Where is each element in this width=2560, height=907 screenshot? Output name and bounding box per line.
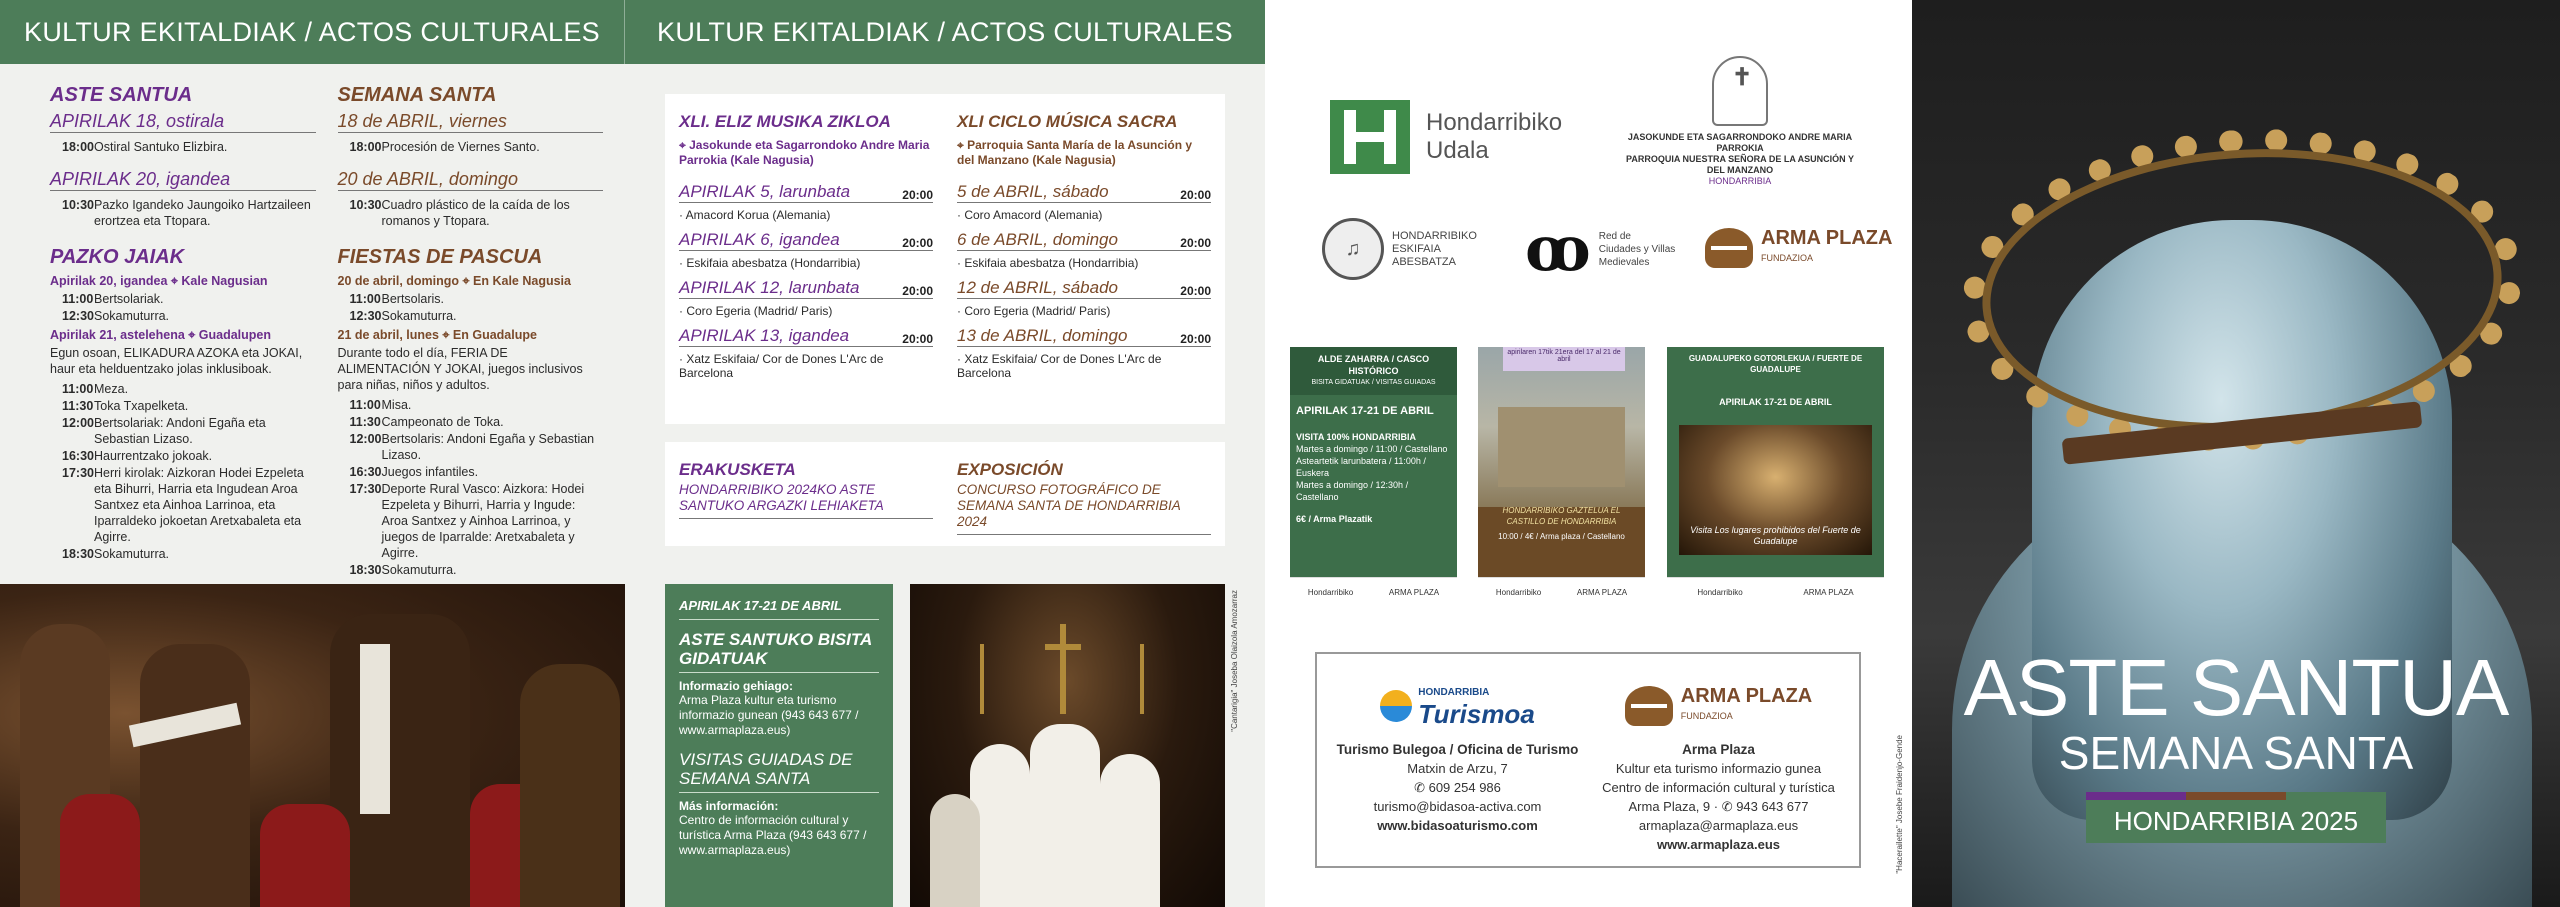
event-time: 10:30 <box>349 198 382 212</box>
section-title: PAZKO JAIAK <box>50 246 185 268</box>
event-note: Egun osoan, ELIKADURA AZOKA eta JOKAI, haur eta helduentzako jolas inklusiboak. <box>50 346 303 376</box>
event-date: APIRILAK 18, ostirala <box>50 110 316 133</box>
column-spanish <box>338 78 604 584</box>
arma-plaza-logo: ARMA PLAZA FUNDAZIOA <box>1705 228 1892 268</box>
tourism-website: www.bidasoaturismo.com <box>1377 818 1538 833</box>
more-info-text-spanish: Centro de información cultural y turística Arma Plaza (943 643 677 / www.armaplaza.eus) <box>679 813 867 857</box>
event-description: Bertsolaris: Andoni Egaña y Sebastian Lizaso. <box>381 432 595 462</box>
concert-date: 5 de ABRIL, sábado <box>957 182 1109 201</box>
music-cycle-title: XLI. ELIZ MUSIKA ZIKLOA <box>679 112 891 131</box>
column-basque <box>50 78 316 584</box>
section-title: FIESTAS DE PASCUA <box>337 246 543 268</box>
section-title: ASTE SANTUA <box>50 84 193 106</box>
poster-footer-logos: Hondarribiko ARMA PLAZA <box>1667 577 1884 607</box>
concert-performer: · Xatz Eskifaia/ Cor de Dones L'Arc de Barcelona <box>957 352 1162 380</box>
concert-time: 20:00 <box>902 284 933 298</box>
concert-time: 20:00 <box>1180 188 1211 202</box>
council-name-line2: Udala <box>1426 137 1489 164</box>
arma-plaza-website: www.armaplaza.eus <box>1656 837 1781 852</box>
event-time: 11:00 <box>62 382 94 396</box>
event-row <box>338 397 604 413</box>
concert-time: 20:00 <box>902 332 933 346</box>
turismoa-logo: HONDARRIBIA Turismoa <box>1327 676 1588 736</box>
event-description: Campeonato de Toka. <box>381 415 504 429</box>
event-description: Bertsolariak. <box>94 292 164 306</box>
more-info-label-spanish: Más información: <box>679 799 779 813</box>
cover-subtitle: SEMANA SANTA <box>2058 727 2414 779</box>
event-row <box>50 308 316 324</box>
concert-row <box>679 230 933 251</box>
event-row <box>338 291 604 307</box>
event-location: Apirilak 21, astelehena ⌖ Guadalupen <box>50 328 272 342</box>
event-description: Procesión de Viernes Santo. <box>381 140 540 154</box>
event-time: 11:00 <box>62 292 94 306</box>
cover-photo-credit: "Hacerailette" Josebe Fraidenjo-Gende <box>1895 735 1904 874</box>
event-time: 11:30 <box>349 415 381 429</box>
tourism-office-info: HONDARRIBIA Turismoa Turismo Bulegoa / Oficina de Turismo Matxin de Arzu, 7 ✆ 609 254 986 turismo@bidasoa-activa.com www.bidasoaturismo.com <box>1327 676 1588 866</box>
arma-plaza-email: armaplaza@armaplaza.eus <box>1638 818 1799 833</box>
concert-performer: · Amacord Korua (Alemania) <box>679 208 831 222</box>
panel-header: KULTUR EKITALDIAK / ACTOS CULTURALES <box>0 0 625 64</box>
concert-row <box>957 230 1211 251</box>
hondarribia-council-logo <box>1330 100 1562 174</box>
poster-footer-logos: Hondarribiko ARMA PLAZA <box>1478 577 1645 607</box>
concert-date: APIRILAK 5, larunbata <box>679 182 851 201</box>
event-time: 11:30 <box>62 399 94 413</box>
music-cycle-card <box>665 94 1225 424</box>
procession-photo-center <box>910 584 1225 907</box>
medieval-cities-logo: ꝏ Red de Ciudades y Villas Medievales <box>1525 212 1676 285</box>
event-time: 12:00 <box>62 416 94 430</box>
event-location: 20 de abril, domingo ⌖ En Kale Nagusia <box>337 274 571 288</box>
event-description: Ostiral Santuko Elizbira. <box>94 140 228 154</box>
event-description: Sokamuturra. <box>381 563 457 577</box>
concert-row <box>679 182 933 203</box>
event-description: Juegos infantiles. <box>381 465 479 479</box>
event-time: 11:00 <box>349 398 381 412</box>
event-time: 17:30 <box>62 466 94 480</box>
event-row <box>50 415 316 447</box>
event-time: 12:30 <box>62 309 94 323</box>
event-row <box>50 381 316 397</box>
event-row <box>338 464 604 480</box>
stripe-segment <box>2286 792 2386 800</box>
event-description: Herri kirolak: Aizkoran Hodei Ezpeleta eta Bihurri, Harria eta Ingudean Aroa Santxez eta Ainhoa Larrinoa, eta Iparraldeko jokoetan Aretxabaleta eta Agirre. <box>94 466 304 544</box>
exhibition-subtitle-basque: HONDARRIBIKO 2024KO ASTE SANTUKO ARGAZKI LEHIAKETA <box>679 482 933 519</box>
procession-photo-left <box>0 584 625 907</box>
event-row <box>338 562 604 578</box>
event-time: 11:00 <box>349 292 381 306</box>
concert-time: 20:00 <box>1180 332 1211 346</box>
virgin-figure-icon <box>1712 56 1768 126</box>
event-description: Bertsolaris. <box>381 292 445 306</box>
cover-panel <box>1912 0 2560 907</box>
music-column-spanish <box>957 112 1211 424</box>
concert-row <box>679 326 933 347</box>
cover-title: ASTE SANTUA <box>1963 643 2509 732</box>
concert-time: 20:00 <box>902 236 933 250</box>
event-description: Toka Txapelketa. <box>94 399 189 413</box>
stripe-segment <box>2086 792 2186 800</box>
event-row <box>338 414 604 430</box>
event-row <box>50 139 316 155</box>
concert-date: 6 de ABRIL, domingo <box>957 230 1118 249</box>
arma-plaza-mark-icon <box>1705 228 1753 268</box>
concert-row <box>679 278 933 299</box>
poster-old-town-visit: ALDE ZAHARRA / CASCO HISTÓRICO BISITA GIDATUAK / VISITAS GUIADAS APIRILAK 17-21 DE ABRIL VISITA 100% HONDARRIBIA Martes a domingo / 11:00 / Castellano Asteartetik larunbatera / 11:00h / Euskera Martes a domingo / 12:30h / Castellano 6€ / Arma Plazatik Hondarribiko ARMA PLAZA <box>1290 347 1457 607</box>
concert-row <box>957 278 1211 299</box>
music-cycle-location: ⌖ Jasokunde eta Sagarrondoko Andre Maria Parrokia (Kale Nagusia) <box>679 138 930 167</box>
event-date: 18 de ABRIL, viernes <box>338 110 604 133</box>
event-description: Pazko Igandeko Jaungoiko Hartzaileen erortzea eta Ttopara. <box>94 198 311 228</box>
event-row <box>338 197 604 229</box>
concert-time: 20:00 <box>902 188 933 202</box>
cover-title-block <box>1912 643 2560 843</box>
arma-plaza-mark-icon <box>1625 686 1673 726</box>
choir-seal-icon: ♫ <box>1322 218 1384 280</box>
concert-date: APIRILAK 13, igandea <box>679 326 850 345</box>
exhibition-title-spanish: EXPOSICIÓN <box>957 460 1063 479</box>
section-title: SEMANA SANTA <box>337 84 497 106</box>
poster-castle-visit: apirilaren 17tik 21era del 17 al 21 de abril HONDARRIBIKO GAZTELUA EL CASTILLO DE HONDARRIBIA 10:00 / 4€ / Arma plaza / Castellano Hondarribiko ARMA PLAZA <box>1478 347 1645 607</box>
spacer <box>338 230 604 240</box>
concert-date: APIRILAK 6, igandea <box>679 230 840 249</box>
concert-date: APIRILAK 12, larunbata <box>679 278 860 297</box>
event-time: 18:00 <box>349 140 382 154</box>
event-description: Sokamuturra. <box>381 309 457 323</box>
event-time: 18:30 <box>349 563 382 577</box>
guided-visits-title-spanish: VISITAS GUIADAS DE SEMANA SANTA <box>679 750 879 793</box>
more-info-text-basque: Arma Plaza kultur eta turismo informazio gunean (943 643 677 / www.armaplaza.eus) <box>679 693 859 737</box>
guided-visits-date: APIRILAK 17-21 DE ABRIL <box>679 598 879 620</box>
turismoa-mark-icon <box>1380 690 1412 722</box>
event-row <box>50 197 316 229</box>
eskifaia-choir-logo: ♫ HONDARRIBIKO ESKIFAIA ABESBATZA <box>1322 218 1477 280</box>
stripe-segment <box>2186 792 2286 800</box>
concert-performer: · Coro Amacord (Alemania) <box>957 208 1103 222</box>
concert-performer: · Coro Egeria (Madrid/ Paris) <box>957 304 1111 318</box>
event-row <box>338 308 604 324</box>
guided-visits-title-basque: ASTE SANTUKO BISITA GIDATUAK <box>679 630 879 673</box>
music-column-basque <box>679 112 933 424</box>
arma-plaza-info: ARMA PLAZA FUNDAZIOA Arma Plaza Kultur eta turismo informazio gunea Centro de información cultural y turística Arma Plaza, 9 · ✆ 943 643 677 armaplaza@armaplaza.eus www.armaplaza.eus <box>1588 676 1849 866</box>
event-row <box>50 398 316 414</box>
tourism-email: turismo@bidasoa-activa.com <box>1373 799 1542 814</box>
event-row <box>50 291 316 307</box>
event-note: Durante todo el día, FERIA DE ALIMENTACIÓN Y JOKAI, juegos inclusivos para niñas, niños y adultos. <box>337 346 583 392</box>
spacer <box>50 156 316 166</box>
event-description: Sokamuturra. <box>94 547 170 561</box>
event-description: Haurrentzako jokoak. <box>94 449 213 463</box>
event-time: 10:30 <box>62 198 94 212</box>
concert-performer: · Eskifaia abesbatza (Hondarribia) <box>957 256 1139 270</box>
event-location: 21 de abril, lunes ⌖ En Guadalupe <box>337 328 537 342</box>
event-time: 18:00 <box>62 140 94 154</box>
event-row <box>50 546 316 562</box>
concert-performer: · Coro Egeria (Madrid/ Paris) <box>679 304 833 318</box>
concert-row <box>957 182 1211 203</box>
event-description: Bertsolariak: Andoni Egaña eta Sebastian Lizaso. <box>94 416 266 446</box>
spacer <box>50 230 316 240</box>
exhibition-card <box>665 442 1225 546</box>
event-time: 17:30 <box>349 482 382 496</box>
event-description: Deporte Rural Vasco: Aizkora: Hodei Ezpeleta y Bihurri, Harria y Ingude: Aroa Santxez y Ainhoa Larrinoa, y juegos de Iparralde: Aretxabaleta y Agirre. <box>381 482 585 560</box>
more-info-label-basque: Informazio gehiago: <box>679 679 793 693</box>
panel-header: KULTUR EKITALDIAK / ACTOS CULTURALES <box>625 0 1265 64</box>
exhibition-title-basque: ERAKUSKETA <box>679 460 796 479</box>
council-mark-icon <box>1330 100 1410 174</box>
tourism-info-box <box>1315 652 1861 868</box>
cover-place-year: HONDARRIBIA 2025 <box>2086 800 2386 843</box>
event-description: Sokamuturra. <box>94 309 170 323</box>
medieval-cities-mark-icon: ꝏ <box>1525 212 1591 285</box>
concert-performer: · Eskifaia abesbatza (Hondarribia) <box>679 256 861 270</box>
poster-guadalupe-fort-visit: GUADALUPEKO GOTORLEKUA / FUERTE DE GUADALUPE APIRILAK 17-21 DE ABRIL Visita Los lugares prohibidos del Fuerte de Guadalupe Hondarribiko ARMA PLAZA <box>1667 347 1884 607</box>
event-description: Meza. <box>94 382 129 396</box>
concert-date: 13 de ABRIL, domingo <box>957 326 1128 345</box>
council-name-line1: Hondarribiko <box>1426 109 1563 136</box>
event-time: 16:30 <box>62 449 94 463</box>
event-date: 20 de ABRIL, domingo <box>338 168 604 191</box>
event-time: 16:30 <box>349 465 382 479</box>
photo-credit-center: "Cantarigia" Joseba Olaizola Amozarraz <box>1230 590 1239 732</box>
concert-date: 12 de ABRIL, sábado <box>957 278 1118 297</box>
event-description: Cuadro plástico de la caída de los romanos y Ttopara. <box>381 198 570 228</box>
concert-performer: · Xatz Eskifaia/ Cor de Dones L'Arc de Barcelona <box>679 352 884 380</box>
event-location: Apirilak 20, igandea ⌖ Kale Nagusian <box>50 274 268 288</box>
event-row <box>338 139 604 155</box>
concert-time: 20:00 <box>1180 284 1211 298</box>
music-cycle-location: ⌖ Parroquia Santa María de la Asunción y del Manzano (Kale Nagusia) <box>957 138 1193 167</box>
concert-time: 20:00 <box>1180 236 1211 250</box>
arma-plaza-logo-info: ARMA PLAZA FUNDAZIOA <box>1588 676 1849 736</box>
event-row <box>338 481 604 561</box>
poster-footer-logos: Hondarribiko ARMA PLAZA <box>1290 577 1457 607</box>
event-row <box>50 448 316 464</box>
music-cycle-title: XLI CICLO MÚSICA SACRA <box>957 112 1178 131</box>
color-stripe <box>2086 792 2386 800</box>
concert-row <box>957 326 1211 347</box>
spacer <box>338 156 604 166</box>
event-row <box>338 431 604 463</box>
parish-logo: ✝ JASOKUNDE ETA SAGARRONDOKO ANDRE MARIA PARROKIA PARROQUIA NUESTRA SEÑORA DE LA ASUNCIÓN Y DEL MANZANO HONDARRIBIA <box>1625 56 1855 187</box>
event-time: 12:00 <box>349 432 382 446</box>
guided-visits-box <box>665 584 893 907</box>
event-description: Misa. <box>381 398 412 412</box>
event-date: APIRILAK 20, igandea <box>50 168 316 191</box>
exhibition-subtitle-spanish: CONCURSO FOTOGRÁFICO DE SEMANA SANTA DE HONDARRIBIA 2024 <box>957 482 1211 535</box>
event-time: 18:30 <box>62 547 94 561</box>
event-time: 12:30 <box>349 309 382 323</box>
event-row <box>50 465 316 545</box>
